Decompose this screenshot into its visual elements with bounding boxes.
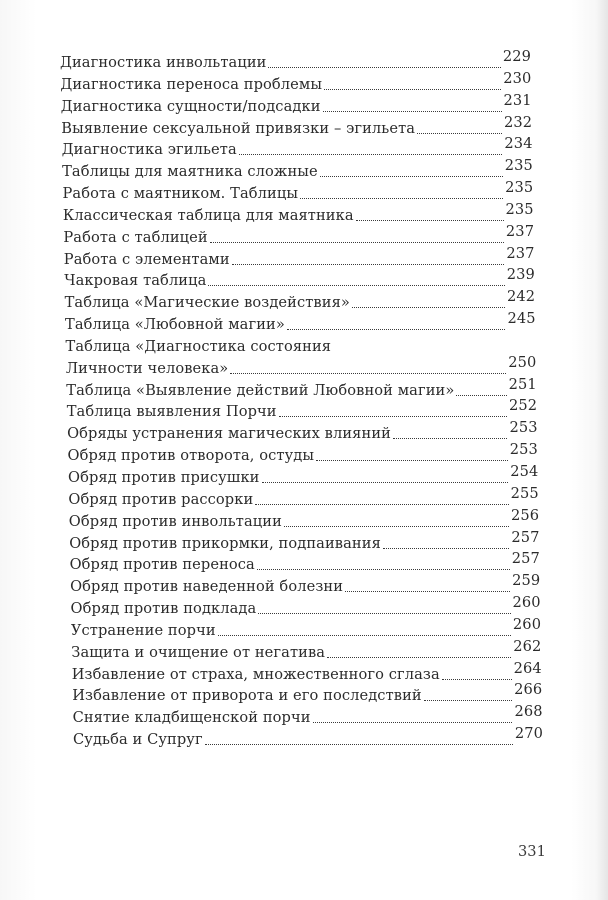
toc-entry-page: 251: [508, 375, 537, 393]
toc-entry: [62, 179, 534, 203]
toc-dot-leader: [232, 264, 505, 265]
toc-entry-page: 270: [514, 725, 543, 742]
toc-entry-title: Личности человека»: [65, 359, 229, 377]
toc-entry-title: Обряд против отворота, остуды: [67, 447, 315, 465]
toc-entry-title: Избавление от страха, множественного сглаза: [71, 665, 440, 683]
toc-entry-page: 234: [504, 135, 533, 153]
toc-dot-leader: [442, 679, 512, 680]
toc-entry-page: 254: [510, 462, 539, 480]
toc-entry-title: Диагностика инвольтации: [60, 54, 267, 71]
toc-entry: [66, 375, 537, 400]
toc-entry-title: Таблица выявления Порчи: [66, 403, 277, 421]
toc-dot-leader: [255, 504, 508, 505]
toc-entry-title: Таблица «Диагностика состояния: [65, 337, 332, 355]
toc-dot-leader: [258, 613, 510, 614]
toc-entry-title: Диагностика эгильета: [61, 141, 237, 159]
toc-entry: [65, 310, 536, 334]
toc-entry: [67, 419, 538, 443]
toc-entry-title: Выявление сексуальной привязки – эгильета: [61, 119, 416, 137]
toc-entry-title: Таблица «Выявление действий Любовной магии»: [66, 381, 455, 399]
toc-entry-page: 242: [507, 288, 536, 306]
toc-entry-title: Судьба и Супруг: [73, 731, 203, 748]
toc-entry: [66, 397, 538, 421]
toc-entry-title: Обряд против подклада: [70, 600, 257, 617]
toc-dot-leader: [208, 285, 504, 286]
toc-entry: [60, 91, 532, 116]
toc-entry: [64, 288, 536, 312]
toc-entry-page: 237: [506, 244, 535, 262]
toc-entry: [72, 703, 543, 727]
toc-entry-title: Работа с маятником. Таблицы: [62, 185, 299, 202]
toc-entry: [63, 244, 535, 269]
toc-dot-leader: [218, 635, 511, 636]
toc-entry-page: 266: [514, 681, 543, 699]
toc-entry-title: Обряды устранения магических влияний: [67, 425, 391, 443]
toc-entry: [70, 594, 541, 618]
toc-entry: [73, 725, 543, 749]
toc-entry-title: Таблица «Магические воздействия»: [64, 294, 350, 312]
toc-dot-leader: [279, 416, 507, 417]
toc-entry-page: 235: [505, 179, 534, 196]
toc-dot-leader: [210, 242, 504, 243]
toc-entry: [61, 113, 533, 138]
toc-dot-leader: [284, 526, 509, 527]
toc-dot-leader: [424, 700, 512, 701]
toc-dot-leader: [262, 482, 509, 483]
toc-entry-title: Обряд против присушки: [68, 468, 260, 486]
toc-entry: [62, 200, 534, 225]
toc-entry-page: 264: [513, 659, 542, 677]
toc-entry: [72, 681, 543, 705]
toc-entry: [62, 157, 533, 181]
toc-dot-leader: [356, 220, 504, 221]
toc-entry-page: 232: [504, 113, 533, 131]
toc-entry: [71, 659, 542, 684]
toc-entry-page: 260: [512, 594, 541, 611]
toc-entry: [66, 335, 537, 356]
toc-dot-leader: [456, 395, 506, 396]
toc-entry-page: 250: [508, 353, 537, 371]
toc-dot-leader: [345, 591, 510, 592]
toc-entry-title: Избавление от приворота и его последствий: [72, 687, 422, 705]
toc-dot-leader: [230, 373, 506, 374]
toc-entry: [71, 637, 542, 662]
toc-entry: [67, 441, 538, 465]
toc-entry-title: Обряд против рассорки: [68, 490, 254, 508]
toc-entry-title: Обряд против наведенной болезни: [70, 578, 344, 596]
toc-entry-page: 252: [509, 397, 538, 415]
toc-entry-page: 235: [504, 157, 533, 175]
toc-entry-title: Защита и очищение от негатива: [71, 643, 326, 661]
toc-entry: [68, 462, 539, 487]
toc-entry-title: Устранение порчи: [70, 621, 216, 639]
toc-dot-leader: [239, 154, 503, 155]
toc-dot-leader: [393, 438, 507, 439]
toc-entry-title: Чакровая таблица: [64, 272, 207, 290]
toc-entry-page: 253: [509, 441, 538, 459]
toc-entry-page: 239: [506, 266, 535, 284]
toc-entry: [68, 506, 540, 531]
toc-dot-leader: [313, 722, 513, 723]
toc-dot-leader: [323, 111, 502, 112]
toc-entry-page: 262: [513, 637, 542, 655]
page-number: 331: [518, 843, 546, 860]
toc-entry-page: 245: [507, 310, 536, 328]
toc-entry-page: 235: [505, 200, 534, 218]
toc-entry: [63, 222, 535, 247]
toc-entry-title: Таблицы для маятника сложные: [62, 163, 318, 181]
toc-entry-title: Работа с элементами: [63, 250, 230, 268]
toc-entry-title: Диагностика сущности/подсадки: [60, 97, 321, 115]
toc-entry-title: Обряд против инвольтации: [68, 512, 282, 530]
toc-entry: [70, 615, 542, 640]
toc-entry-page: 253: [509, 419, 538, 437]
toc-dot-leader: [287, 329, 506, 330]
toc-entry-page: 237: [505, 222, 535, 240]
toc-entry-page: 229: [502, 48, 531, 65]
toc-entry-title: Классическая таблица для маятника: [62, 206, 354, 224]
toc-dot-leader: [300, 198, 503, 199]
toc-entry: [60, 48, 531, 72]
toc-entry-page: 231: [503, 91, 532, 109]
toc-entry: [65, 353, 537, 378]
toc-entry-page: 255: [510, 484, 539, 502]
toc-entry-page: 256: [510, 506, 540, 524]
toc-entry: [64, 266, 535, 290]
toc-entry-page: 257: [511, 528, 540, 546]
toc-entry-page: 268: [514, 703, 543, 721]
toc-entry-title: Обряд против прикормки, подпаивания: [69, 534, 381, 552]
toc-dot-leader: [327, 657, 511, 658]
toc-entry-title: Снятие кладбищенской порчи: [72, 709, 311, 727]
toc-entry-page: 257: [511, 550, 540, 568]
toc-entry-title: Работа с таблицей: [63, 228, 208, 246]
toc-entry-title: Обряд против переноса: [69, 556, 255, 574]
toc-entry: [70, 572, 541, 596]
toc-dot-leader: [352, 307, 505, 308]
toc-entry: [60, 69, 532, 94]
toc-entry: [68, 484, 539, 509]
toc-dot-leader: [324, 89, 501, 90]
toc-dot-leader: [417, 133, 502, 134]
toc-dot-leader: [205, 744, 513, 745]
toc-dot-leader: [316, 460, 508, 461]
toc-entry-title: Таблица «Любовной магии»: [65, 316, 285, 334]
toc-dot-leader: [383, 548, 509, 549]
toc-entry-page: 259: [512, 572, 541, 590]
toc-dot-leader: [257, 569, 510, 570]
toc-entry: [69, 528, 540, 553]
toc-entry: [69, 550, 540, 574]
toc-dot-leader: [268, 67, 500, 68]
toc-dot-leader: [320, 176, 503, 177]
toc-entry-title: Диагностика переноса проблемы: [60, 75, 323, 93]
toc-entry: [61, 135, 533, 159]
toc-entry-page: 230: [503, 69, 532, 87]
toc-entry-page: 260: [512, 615, 542, 633]
